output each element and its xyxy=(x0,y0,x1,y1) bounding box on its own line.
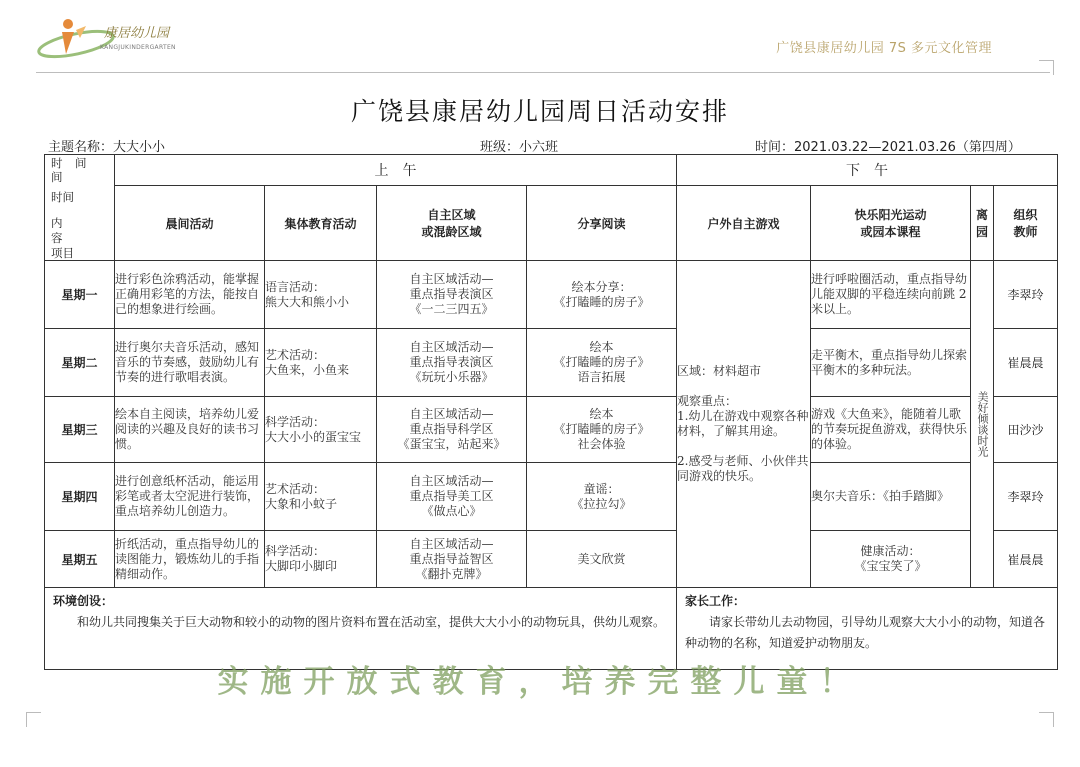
corner-label: 时间 xyxy=(51,190,74,204)
col-morning: 晨间活动 xyxy=(115,186,265,261)
logo-text: 康居幼儿园 xyxy=(104,26,170,41)
class-name: 班级：小六班 xyxy=(480,140,559,155)
corner-header-cell xyxy=(45,155,115,261)
outdoor-game-content: 区域：材料超市 观察重点： 1.幼儿在游戏中观察各种材料，了解其用途。 2.感受与老师、小伙伴共同游戏的快乐。 xyxy=(677,261,811,588)
leave-cell xyxy=(971,261,994,588)
col-area: 自主区域 或混龄区域 xyxy=(377,186,527,261)
col-leave: 离 园 xyxy=(971,186,994,261)
area-activity: 自主区域活动— 重点指导表演区 《一二三四五》 xyxy=(377,261,527,329)
document-title: 广饶县康居幼儿园周日活动安排 xyxy=(350,97,729,126)
corner-label: 内 xyxy=(51,216,63,230)
group-activity: 语言活动： 熊大大和熊小小 xyxy=(265,261,377,329)
table-row xyxy=(45,463,1058,531)
sport-activity: 健康活动： 《宝宝笑了》 xyxy=(811,531,971,588)
table-row xyxy=(45,531,1058,588)
day-label: 星期四 xyxy=(45,463,115,531)
morning-activity: 进行创意纸杯活动，能运用彩笔或者太空泥进行装饰，重点培养幼儿创造力。 xyxy=(115,463,265,531)
area-activity: 自主区域活动— 重点指导表演区 《玩玩小乐器》 xyxy=(377,329,527,397)
logo-subtitle: KANGJUKINDERGARTEN xyxy=(100,44,176,51)
slogan-watermark: 实施开放式教育，培养完整儿童！ xyxy=(217,664,863,700)
corner-label: 时 xyxy=(51,156,63,170)
corner-label: 间 xyxy=(75,156,87,170)
teacher-name: 李翠玲 xyxy=(994,463,1058,531)
am-header: 上 午 xyxy=(115,155,677,186)
col-outdoor: 户外自主游戏 xyxy=(677,186,811,261)
table-row xyxy=(45,329,1058,397)
sport-activity: 进行呼啦圈活动，重点指导幼儿能双脚的平稳连续向前跳 2 米以上。 xyxy=(811,261,971,329)
morning-activity: 折纸活动，重点指导幼儿的读图能力，锻炼幼儿的手指精细动作。 xyxy=(115,531,265,588)
reading-activity: 绘本 《打瞌睡的房子》 社会体验 xyxy=(527,397,677,463)
corner-label: 容 xyxy=(51,231,63,245)
reading-activity: 绘本 《打瞌睡的房子》 语言拓展 xyxy=(527,329,677,397)
parent-work-text: 请家长带幼儿去动物园，引导幼儿观察大大小小的动物，知道各种动物的名称，知道爱护动物朋友。 xyxy=(685,615,1046,650)
teacher-name: 田沙沙 xyxy=(994,397,1058,463)
time-range: 时间：2021.03.22—2021.03.26（第四周） xyxy=(755,140,1021,155)
morning-activity: 进行奥尔夫音乐活动，感知音乐的节奏感，鼓励幼儿有节奏的进行歌唱表演。 xyxy=(115,329,265,397)
schedule-table xyxy=(44,154,1058,670)
col-teacher: 组织 教师 xyxy=(994,186,1058,261)
teacher-name: 崔晨晨 xyxy=(994,329,1058,397)
environment-label: 环境创设： xyxy=(53,594,114,608)
area-activity: 自主区域活动— 重点指导美工区 《做点心》 xyxy=(377,463,527,531)
day-label: 星期五 xyxy=(45,531,115,588)
pm-header: 下 午 xyxy=(677,155,1058,186)
day-label: 星期二 xyxy=(45,329,115,397)
day-label: 星期三 xyxy=(45,397,115,463)
day-label: 星期一 xyxy=(45,261,115,329)
reading-activity: 美文欣赏 xyxy=(527,531,677,588)
group-activity: 艺术活动： 大鱼来，小鱼来 xyxy=(265,329,377,397)
sport-activity: 游戏《大鱼来》，能随着儿歌的节奏玩捉鱼游戏，获得快乐的体验。 xyxy=(811,397,971,463)
area-activity: 自主区域活动— 重点指导科学区 《蛋宝宝，站起来》 xyxy=(377,397,527,463)
teacher-name: 崔晨晨 xyxy=(994,531,1058,588)
leave-content: 美好倾谈时光 xyxy=(976,391,989,457)
morning-activity: 进行彩色涂鸦活动，能掌握正确用彩笔的方法，能按自己的想象进行绘画。 xyxy=(115,261,265,329)
reading-activity: 绘本分享： 《打瞌睡的房子》 xyxy=(527,261,677,329)
corner-label: 间 xyxy=(51,170,63,184)
col-sport: 快乐阳光运动 或园本课程 xyxy=(811,186,971,261)
table-row xyxy=(45,261,1058,329)
reading-activity: 童谣： 《拉拉勾》 xyxy=(527,463,677,531)
sport-activity: 走平衡木，重点指导幼儿探索平衡木的多种玩法。 xyxy=(811,329,971,397)
theme-name: 主题名称：大大小小 xyxy=(48,140,166,155)
area-activity: 自主区域活动— 重点指导益智区 《翻扑克牌》 xyxy=(377,531,527,588)
table-row xyxy=(45,397,1058,463)
morning-activity: 绘本自主阅读，培养幼儿爱阅读的兴趣及良好的读书习惯。 xyxy=(115,397,265,463)
col-group: 集体教育活动 xyxy=(265,186,377,261)
col-reading: 分享阅读 xyxy=(527,186,677,261)
environment-text: 和幼儿共同搜集关于巨大动物和较小的动物的图片资料布置在活动室，提供大大小小的动物玩具，供幼儿观察。 xyxy=(77,615,666,629)
header-title: 广饶县康居幼儿园 7S 多元文化管理 xyxy=(776,41,992,56)
group-activity: 科学活动： 大脚印小脚印 xyxy=(265,531,377,588)
header-divider xyxy=(36,72,1050,73)
corner-mark-bottom-right xyxy=(1039,712,1054,727)
corner-mark-bottom-left xyxy=(26,712,41,727)
sport-activity: 奥尔夫音乐：《拍手踏脚》 xyxy=(811,463,971,531)
parent-work-label: 家长工作： xyxy=(685,594,746,608)
corner-mark-top-right xyxy=(1039,60,1054,75)
teacher-name: 李翠玲 xyxy=(994,261,1058,329)
corner-label: 项目 xyxy=(51,246,74,260)
group-activity: 艺术活动： 大象和小蚊子 xyxy=(265,463,377,531)
group-activity: 科学活动： 大大小小的蛋宝宝 xyxy=(265,397,377,463)
